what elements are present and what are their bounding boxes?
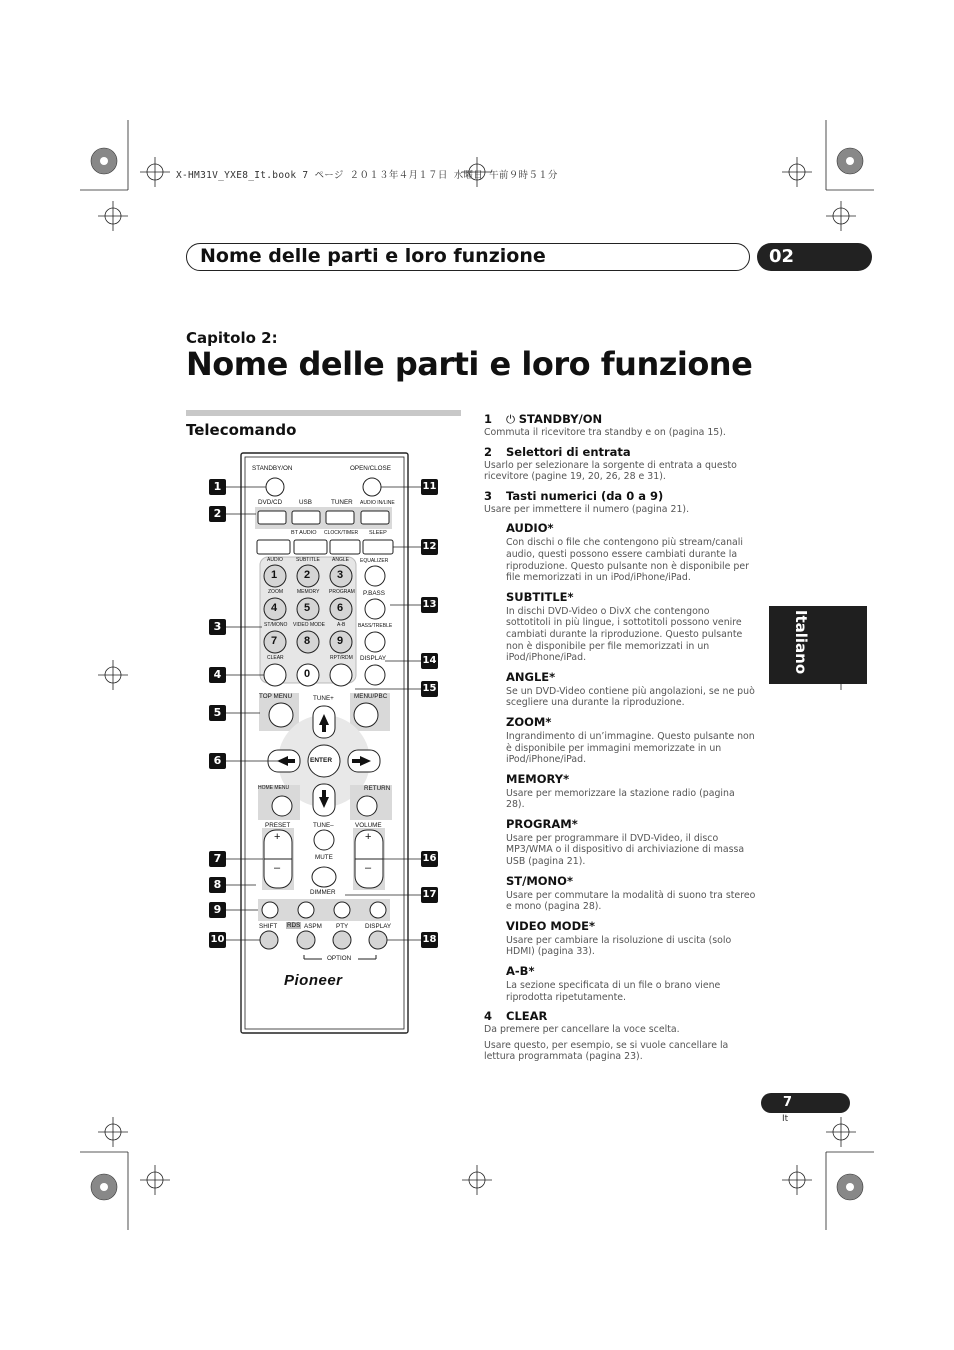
pioneer-logo: Pioneer (284, 972, 343, 989)
memory-text: Usare per memorizzare la stazione radio (pagina 28). (506, 787, 735, 811)
videomode-text: Usare per cambiare la risoluzione di uscita (solo HDMI) (pagina 33). (506, 934, 732, 958)
callout-16: 16 (421, 851, 438, 867)
ab-text: La sezione specificata di un file o brano viene riprodotta ripetutamente. (506, 980, 721, 1003)
remote-label-volume: VOLUME (355, 822, 382, 829)
callout-8: 8 (209, 877, 226, 893)
audio-text: Con dischi o file che contengono più stream/canali audio, questi possono essere cambiati durante la riproduzione. Questo pulsante non è disponibile per file memorizzati in un iPod/iPhone/iPad. (506, 537, 749, 584)
remote-label-ab: A-B (337, 622, 346, 628)
audio-heading: AUDIO* (506, 521, 554, 536)
remote-label-mute: MUTE (315, 854, 333, 861)
section-divider (186, 410, 461, 416)
program-text: Usare per programmare il DVD-Video, il disco MP3/WMA o il dispositivo di archiviazione di massa USB (pagina 21). (506, 832, 745, 868)
callout-10: 10 (209, 932, 226, 948)
stmono-text: Usare per commutare la modalità di suono tra stereo e mono (pagina 28). (506, 889, 756, 913)
remote-digit-5: 5 (304, 602, 311, 614)
remote-label-pty: PTY (336, 923, 349, 930)
remote-label-angle: ANGLE (332, 557, 349, 563)
chapter-label: Capitolo 2: (186, 329, 278, 347)
descriptions-column (484, 406, 756, 1063)
callout-5: 5 (209, 705, 226, 721)
item-1-heading (484, 412, 756, 426)
remote-label-tuner: TUNER (331, 499, 353, 506)
callout-11: 11 (421, 479, 438, 495)
callout-3: 3 (209, 619, 226, 635)
remote-label-tune-plus: TUNE+ (313, 695, 334, 702)
remote-label-usb: USB (299, 499, 312, 506)
zoom-heading: ZOOM* (506, 714, 552, 729)
remote-label-rpt-rdm: RPT/RDM (330, 655, 353, 661)
remote-label-bass-treble: BASS/TREBLE (358, 623, 393, 629)
remote-label-rds: RDS (287, 922, 301, 929)
item-3-title: Tasti numerici (da 0 a 9) (506, 488, 664, 503)
remote-label-display: DISPLAY (360, 655, 387, 662)
callout-17: 17 (421, 887, 438, 903)
item-2-text: Usarlo per selezionare la sorgente di entrata a questo ricevitore (pagine 19, 20, 26, 28 e 31). (484, 459, 737, 483)
item-4-heading (484, 1009, 756, 1023)
subtitle-heading: SUBTITLE* (506, 589, 574, 604)
remote-label-menu-pbc: MENU/PBC (354, 693, 388, 700)
remote-digit-6: 6 (337, 602, 344, 614)
language-tab-label: Italiano (792, 609, 810, 675)
remote-label-memory: MEMORY (297, 589, 320, 595)
callout-1: 1 (209, 479, 226, 495)
callout-15: 15 (421, 681, 438, 697)
remote-digit-2: 2 (304, 569, 311, 581)
item-4-number: 4 (484, 1009, 493, 1024)
item-4-text: Da premere per cancellare la voce scelta. (484, 1024, 680, 1036)
remote-label-sleep: SLEEP (369, 530, 387, 536)
angle-heading: ANGLE* (506, 669, 556, 684)
remote-label-dimmer: DIMMER (310, 889, 336, 896)
remote-label-bt-audio: BT AUDIO (291, 530, 317, 536)
remote-label-top-menu: TOP MENU (259, 693, 293, 700)
section-title: Telecomando (186, 421, 297, 439)
remote-label-tune-minus: TUNE– (313, 822, 334, 829)
remote-volume-minus: – (365, 862, 372, 874)
item-2-title: Selettori di entrata (506, 444, 631, 459)
remote-label-clear: CLEAR (267, 655, 284, 661)
callout-13: 13 (421, 597, 438, 613)
remote-label-pbass: P.BASS (363, 590, 385, 597)
item-3-number: 3 (484, 488, 493, 503)
remote-label-clock-timer: CLOCK/TIMER (324, 530, 359, 536)
page-language: It (782, 1114, 789, 1124)
remote-label-st-mono: ST/MONO (264, 622, 288, 628)
chapter-title: Nome delle parti e loro funzione (186, 345, 753, 383)
remote-label-shift: SHIFT (259, 923, 278, 930)
item-2-heading (484, 445, 756, 459)
callout-7: 7 (209, 851, 226, 867)
remote-volume-plus: + (365, 831, 372, 843)
remote-label-program: PROGRAM (329, 589, 355, 595)
item-1-title: STANDBY/ON (518, 412, 603, 426)
remote-label-audio-in: AUDIO IN/LINE (360, 500, 395, 506)
remote-label-standby: STANDBY/ON (252, 465, 293, 472)
item-1-number: 1 (484, 412, 493, 426)
print-info: X-HM31V_YXE8_It.book 7 ページ ２０１３年４月１７日 水曜日 午前９時５１分 (176, 170, 558, 181)
item-3-heading (484, 489, 756, 503)
header-title: Nome delle parti e loro funzione (200, 245, 546, 267)
remote-label-video-mode: VIDEO MODE (293, 622, 325, 628)
program-heading: PROGRAM* (506, 816, 578, 831)
remote-preset-minus: – (274, 862, 281, 874)
remote-label-display-2: DISPLAY (365, 923, 392, 930)
remote-digit-8: 8 (304, 635, 311, 647)
remote-illustration (200, 450, 460, 1040)
callout-18: 18 (421, 932, 438, 948)
remote-label-aspm: ASPM (304, 923, 322, 930)
remote-label-preset: PRESET (265, 822, 291, 829)
item-1-text: Commuta il ricevitore tra standby e on (pagina 15). (484, 427, 726, 438)
remote-label-zoom: ZOOM (268, 589, 283, 595)
item-4-text-2: Usare questo, per esempio, se si vuole cancellare la lettura programmata (pagina 23). (484, 1039, 729, 1063)
remote-preset-plus: + (274, 831, 281, 843)
language-tab (769, 606, 867, 684)
remote-digit-7: 7 (271, 635, 278, 647)
callout-6: 6 (209, 753, 226, 769)
remote-digit-4: 4 (271, 602, 278, 614)
callout-4: 4 (209, 667, 226, 683)
callout-14: 14 (421, 653, 438, 669)
remote-digit-0: 0 (304, 668, 311, 680)
item-3-text: Usare per immettere il numero (pagina 21). (484, 503, 690, 515)
remote-label-dvd-cd: DVD/CD (258, 499, 283, 506)
remote-digit-1: 1 (271, 569, 278, 581)
remote-label-equalizer: EQUALIZER (360, 558, 389, 564)
zoom-text: Ingrandimento di un’immagine. Questo pulsante non è disponibile per immagini memorizzate in un iPod/iPhone/iPad. (506, 730, 755, 766)
angle-text: Se un DVD-Video contiene più angolazioni, se ne può scegliere una durante la riproduzione. (506, 685, 755, 709)
callout-12: 12 (421, 539, 438, 555)
callout-9: 9 (209, 902, 226, 918)
chapter-number-badge: 02 (757, 243, 872, 271)
remote-label-open-close: OPEN/CLOSE (350, 465, 391, 472)
remote-label-subtitle: SUBTITLE (296, 557, 320, 563)
remote-label-enter: ENTER (310, 757, 333, 764)
remote-label-home-menu: HOME MENU (258, 785, 290, 791)
stmono-heading: ST/MONO* (506, 873, 573, 888)
remote-digit-3: 3 (337, 569, 344, 581)
page-number: 7 (761, 1093, 850, 1113)
remote-digit-9: 9 (337, 635, 344, 647)
remote-label-return: RETURN (364, 785, 391, 792)
callout-2: 2 (209, 506, 226, 522)
memory-heading: MEMORY* (506, 771, 570, 786)
power-icon: ⏻ (506, 412, 519, 426)
item-2-number: 2 (484, 444, 493, 459)
subtitle-text: In dischi DVD-Video o DivX che contengono sottotitoli in più lingue, i sottotitoli possono venire cambiati durante la riproduzione. Questo pulsante non è disponibile per file memorizzati in un iPod/iPhone/iPad. (506, 605, 743, 664)
remote-label-audio: AUDIO (267, 557, 283, 563)
videomode-heading: VIDEO MODE* (506, 918, 595, 933)
item-4-title: CLEAR (506, 1009, 548, 1024)
ab-heading: A-B* (506, 964, 535, 979)
remote-label-option: OPTION (327, 955, 352, 962)
